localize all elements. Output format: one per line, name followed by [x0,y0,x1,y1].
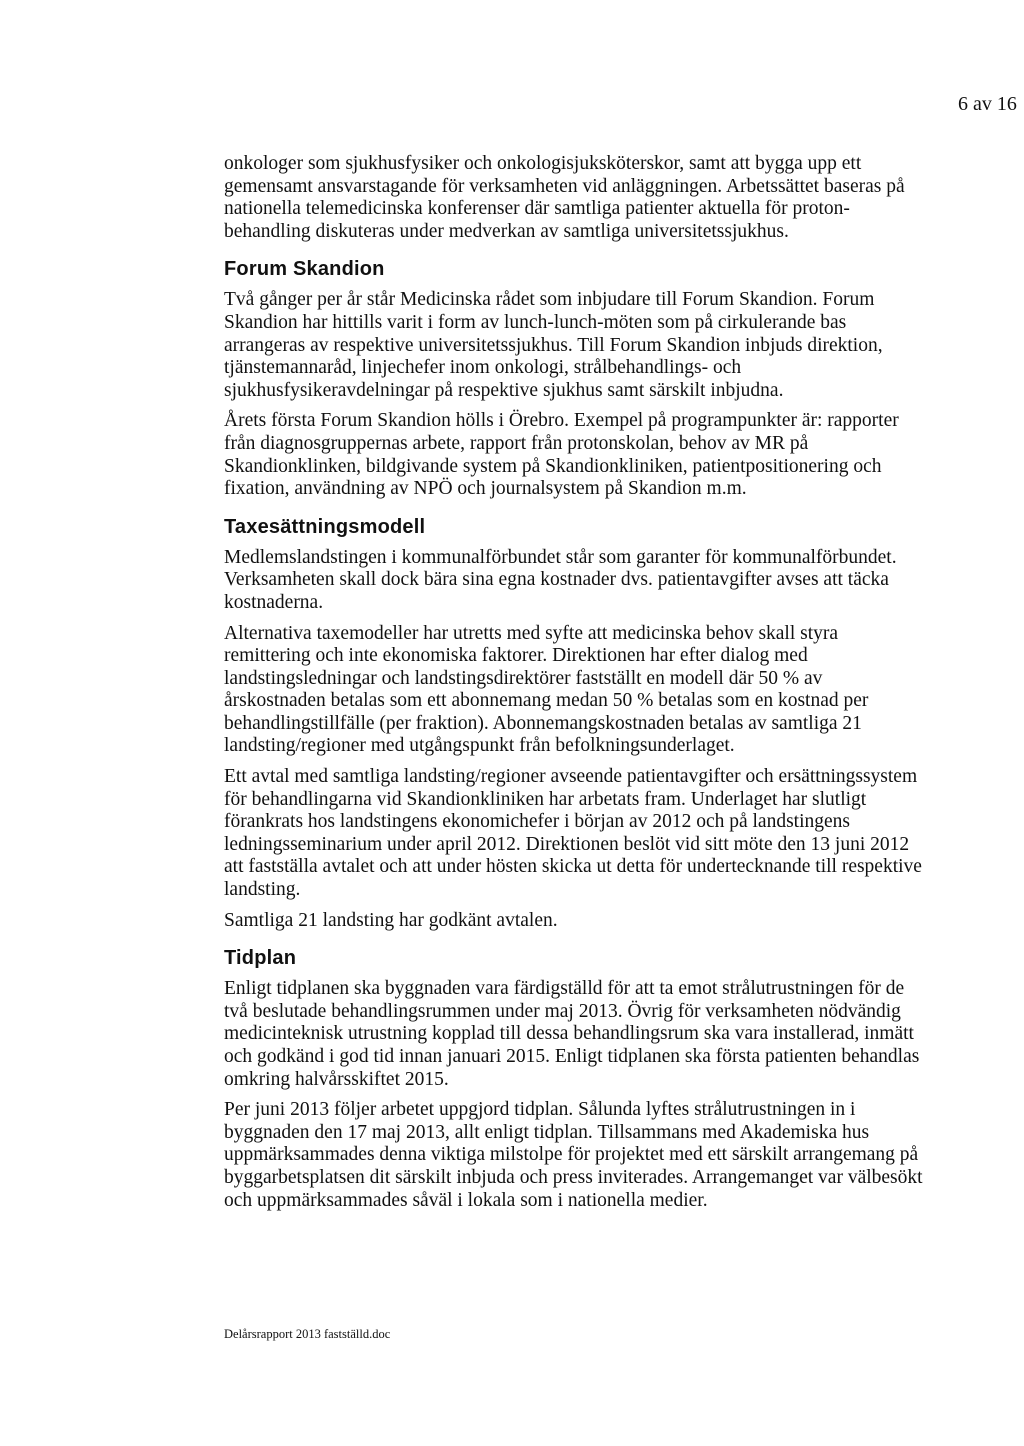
footer-filename: Delårsrapport 2013 fastställd.doc [224,1327,391,1341]
paragraph: Ett avtal med samtliga landsting/regioner avseende patientavgifter och ersättningssystem för behandlingarna vid Skandionkliniken har arbetats fram. Underlaget har slutligt förankrats hos landstingens ekonomichefer i början av 2012 och på landstingens ledningsseminarium under april 2012. Direktionen beslöt vid sitt möte den 13 juni 2012 att fastställa avtalet och att under hösten skicka ut detta för undertecknande till respektive landsting. [224,766,922,901]
section-heading: Tidplan [224,947,297,970]
section-tidplan [224,946,924,1212]
section-taxesattningsmodell [224,515,924,933]
page-number: 6 av 16 [958,93,1017,115]
document-body [224,153,924,1220]
paragraph: Enligt tidplanen ska byggnaden vara färdigställd för att ta emot strålutrustningen för de två beslutade behandlingsrummen under maj 2013. Övrig för verksamheten nödvändig medicinteknisk utrustning kopplad till dessa behandlingsrum ska vara installerad, inmätt och godkänd i god tid innan januari 2015. Enligt tidplanen ska första patienten behandlas omkring halvårsskiftet 2015. [224,978,920,1090]
paragraph: Per juni 2013 följer arbetet uppgjord tidplan. Sålunda lyftes strålutrustningen in i byggnaden den 17 maj 2013, allt enligt tidplan. Tillsammans med Akademiska hus uppmärksammades denna viktiga milstolpe för projektet med ett särskilt arrangemang på byggarbetsplatsen dit särskilt inbjuda och press inviterades. Arrangemanget var välbesökt och uppmärksammades såväl i lokala som i nationella medier. [224,1099,923,1211]
paragraph: Årets första Forum Skandion hölls i Örebro. Exempel på programpunkter är: rapporter från diagnosgruppernas arbete, rapport från protonskolan, behov av MR på Skandionklinken, bildgivande system på Skandionkliniken, patientpositionering och fixation, användning av NPÖ och journalsystem på Skandion m.m. [224,410,899,500]
intro-paragraph: onkologer som sjukhusfysiker och onkologisjuksköterskor, samt att bygga upp ett gemensamt ansvarstagande för verksamheten vid anläggningen. Arbetssättet baseras på nationella telemedicinska konferenser där samtliga patienter aktuella för proton-behandling diskuteras under medverkan av samtliga universitetssjukhus. [224,153,905,242]
paragraph: Alternativa taxemodeller har utretts med syfte att medicinska behov skall styra remittering och inte ekonomiska faktorer. Direktionen har efter dialog med landstingsledningar och landstingsdirektörer fastställt en modell där 50 % av årskostnaden betalas som ett abonnemang medan 50 % betalas som en kostnad per behandlingstillfälle (per fraktion). Abonnemangskostnaden betalas av samtliga 21 landsting/regioner med utgångspunkt från befolkningsunderlaget. [224,622,869,757]
paragraph: Två gånger per år står Medicinska rådet som inbjudare till Forum Skandion. Forum Skandion har hittills varit i form av lunch-lunch-möten som på cirkulerande bas arrangeras av respektive universitetssjukhus. Till Forum Skandion inbjuds direktion, tjänstemannaråd, linjechefer inom onkologi, strålbehandlings- och sjukhusfysikeravdelningar på respektive sjukhus samt särskilt inbjudna. [224,289,883,401]
section-heading: Taxesättningsmodell [224,515,426,538]
section-forum-skandion [224,257,924,500]
paragraph: Samtliga 21 landsting har godkänt avtalen. [224,909,558,931]
paragraph: Medlemslandstingen i kommunalförbundet står som garanter för kommunalförbundet. Verksamheten skall dock bära sina egna kostnader dvs. patientavgifter avses att täcka kostnaderna. [224,546,897,613]
section-heading: Forum Skandion [224,258,385,281]
